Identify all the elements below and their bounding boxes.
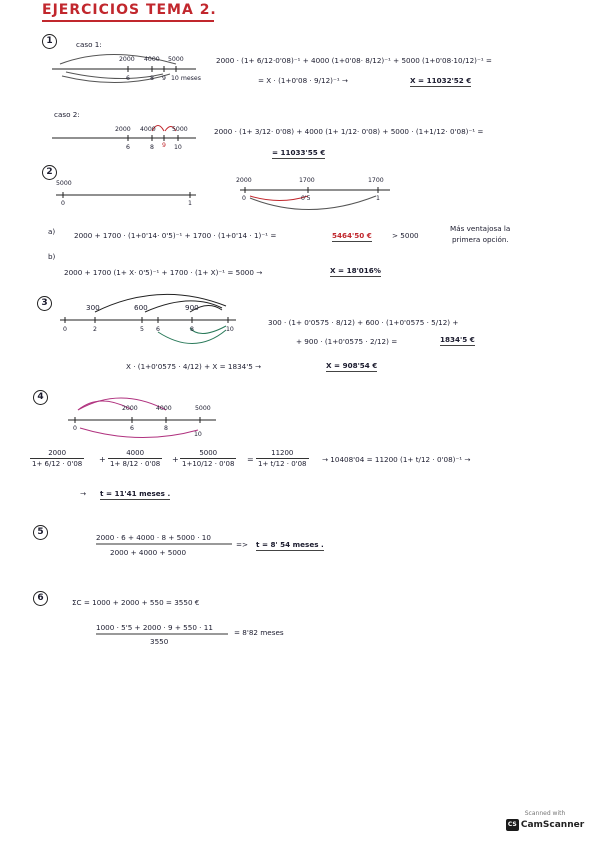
exercise-2-number: 2: [42, 165, 57, 180]
ex3-equation-line2: + 900 · (1+0'0575 · 2/12) =: [296, 337, 398, 346]
exercise-3-number: 3: [37, 296, 52, 311]
ex4-fraction-2: [108, 449, 162, 468]
ex4-fraction-3: [180, 449, 236, 468]
part-b-result: X = 18'016%: [330, 266, 381, 275]
caso-2-label: caso 2:: [54, 110, 80, 119]
fraction-numerator: 2000: [48, 449, 67, 457]
ex6-denominator: 3550: [150, 637, 169, 646]
ex4-bottom-value: 0: [73, 425, 77, 432]
ex4-top-value: 5000: [195, 405, 211, 412]
ex3-result-1: 1834'5 €: [440, 335, 475, 344]
exercise-4-number: 4: [33, 390, 48, 405]
caso-2-top-value: 2000: [115, 126, 131, 133]
ex4-top-value: 4000: [156, 405, 172, 412]
page-title: EJERCICIOS TEMA 2.: [42, 2, 217, 18]
plus-sign: +: [172, 455, 179, 464]
fraction-denominator: 1+ 6/12 · 0'08: [32, 460, 83, 468]
ex3-bottom-value: 0: [63, 326, 67, 333]
caso-1-label: caso 1:: [76, 40, 102, 49]
part-a-label: a): [48, 227, 56, 236]
caso-2-equation: 2000 · (1+ 3/12· 0'08) + 4000 (1+ 1/12· 0'08) + 5000 · (1+1/12· 0'08)⁻¹ =: [214, 127, 484, 136]
option2-bottom-value: 0'5: [301, 195, 311, 202]
caso-2-top-value: 4000: [140, 126, 156, 133]
caso-2-result: = 11033'55 €: [272, 148, 326, 157]
part-a-equation: 2000 + 1700 · (1+0'14· 0'5)⁻¹ + 1700 · (1+0'14 · 1)⁻¹ =: [74, 231, 277, 240]
ex4-arrow: →: [80, 489, 87, 498]
option2-top-value: 1700: [299, 177, 315, 184]
caso-1-result: X = 11032'52 €: [410, 76, 472, 85]
ex6-sum: ΣC = 1000 + 2000 + 550 = 3550 €: [72, 598, 200, 607]
fraction-numerator: 5000: [199, 449, 218, 457]
camscanner-name: CamScanner: [520, 820, 585, 830]
caso-1-top-value: 4000: [144, 56, 160, 63]
ex3-top-value: 900: [185, 303, 199, 312]
exercise-1-number: 1: [42, 34, 57, 49]
option1-right-value: 1: [188, 200, 192, 207]
ex5-arrow: =>: [236, 540, 249, 549]
camscanner-icon: CS: [506, 819, 519, 831]
ex4-result: t = 11'41 meses .: [100, 489, 171, 498]
caso-1-bottom-value: 9: [162, 75, 166, 82]
part-a-comparison: > 5000: [392, 231, 419, 240]
option1-left-value: 0: [61, 200, 65, 207]
caso-1-top-value: 5000: [168, 56, 184, 63]
caso-2-bottom-value: 10: [174, 144, 182, 151]
camscanner-watermark: [502, 810, 588, 842]
caso-1-bottom-value: 6: [126, 75, 130, 82]
ex3-bottom-value: 8: [190, 326, 194, 333]
caso-1-equation-line2: = X · (1+0'08 · 9/12)⁻¹ →: [258, 76, 348, 85]
equals-sign: =: [247, 455, 254, 464]
caso-2-top-value: 5000: [172, 126, 188, 133]
ex5-denominator: 2000 + 4000 + 5000: [110, 548, 187, 557]
ex4-bottom-value: 6: [130, 425, 134, 432]
scanned-with-text: Scanned with: [524, 810, 566, 817]
option2-bottom-value: 0: [242, 195, 246, 202]
ex6-numerator: 1000 · 5'5 + 2000 · 9 + 550 · 11: [96, 623, 213, 632]
ex6-result: = 8'82 meses: [234, 628, 284, 637]
ex5-numerator: 2000 · 6 + 4000 · 8 + 5000 · 10: [96, 533, 211, 542]
ex4-top-value: 2000: [122, 405, 138, 412]
option2-top-value: 2000: [236, 177, 252, 184]
fraction-numerator: 11200: [271, 449, 294, 457]
option2-bottom-value: 1: [376, 195, 380, 202]
fraction-denominator: 1+ 8/12 · 0'08: [110, 460, 161, 468]
camscanner-logo: [502, 819, 588, 831]
part-b-label: b): [48, 252, 56, 261]
caso-2-bottom-value: 8: [150, 144, 154, 151]
ex4-equation-tail: → 10408'04 = 11200 (1+ t/12 · 0'08)⁻¹ →: [322, 455, 471, 464]
caso-2-bottom-value: 9: [162, 142, 166, 149]
plus-sign: +: [99, 455, 106, 464]
ex3-top-value: 600: [134, 303, 148, 312]
ex3-equation-line1: 300 · (1+ 0'0575 · 8/12) + 600 · (1+0'0575 · 5/12) +: [268, 318, 459, 327]
caso-1-top-value: 2000: [119, 56, 135, 63]
caso-1-bottom-value: 8: [150, 75, 154, 82]
exercise-6-number: 6: [33, 591, 48, 606]
ex3-bottom-value: 5: [140, 326, 144, 333]
ex4-bottom-value: 10: [194, 431, 202, 438]
ex3-top-value: 300: [86, 303, 100, 312]
ex4-fraction-4: [256, 449, 309, 468]
ex3-result-2: X = 908'54 €: [326, 361, 378, 370]
ex4-bottom-value: 8: [164, 425, 168, 432]
part-a-result: 5464'50 €: [332, 231, 372, 240]
fraction-numerator: 4000: [126, 449, 145, 457]
ex3-bottom-value: 10: [226, 326, 234, 333]
part-b-equation: 2000 + 1700 (1+ X· 0'5)⁻¹ + 1700 · (1+ X)⁻¹ = 5000 →: [64, 268, 263, 277]
ex3-bottom-value: 6: [156, 326, 160, 333]
caso-2-bottom-value: 6: [126, 144, 130, 151]
ex3-equation-line3: X · (1+0'0575 · 4/12) + X = 1834'5 →: [126, 362, 262, 371]
ex4-fraction-1: [30, 449, 84, 468]
fraction-denominator: 1+ t/12 · 0'08: [258, 460, 307, 468]
exercise-5-number: 5: [33, 525, 48, 540]
part-a-note-line2: primera opción.: [452, 235, 509, 244]
option2-top-value: 1700: [368, 177, 384, 184]
ex5-result: t = 8' 54 meses .: [256, 540, 324, 549]
part-a-note-line1: Más ventajosa la: [450, 224, 511, 233]
caso-1-equation-line1: 2000 · (1+ 6/12·0'08)⁻¹ + 4000 (1+0'08· 8/12)⁻¹ + 5000 (1+0'08·10/12)⁻¹ =: [216, 56, 492, 65]
caso-1-bottom-value: 10 meses: [171, 75, 201, 82]
ex3-bottom-value: 2: [93, 326, 97, 333]
fraction-denominator: 1+10/12 · 0'08: [182, 460, 235, 468]
option1-top-value: 5000: [56, 180, 72, 187]
